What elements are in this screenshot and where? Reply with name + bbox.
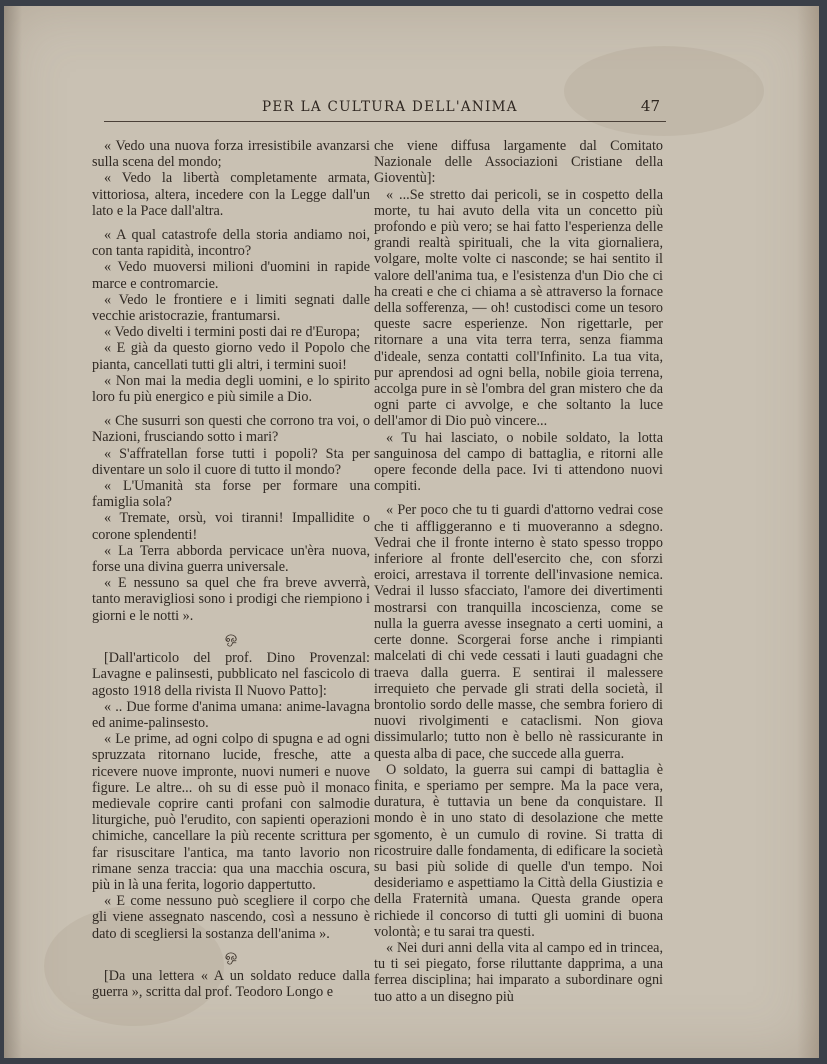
section-ornament: ஒ [224, 629, 238, 646]
running-header [104, 97, 666, 122]
paragraph: « Per poco che tu ti guardi d'attorno vedrai cose che ti affliggeranno e ti muoveranno a sdegno. Vedrai che il fronte interno è stato spesso troppo inferiore al fronte dell'esercito che, con sforzi eroici, arrestava il torrente dell'invasione nemica. Vedrai il lusso sfacciato, l'amore dei divertimenti mostrarsi con tranquilla incoscienza, come se nulla la guerra avesse insegnato a certi uomini, a certe donne. Scorgerai forse anche i rimpianti malcelati di chi vede cessati i lauti guadagni che traeva dalla guerra. E sentirai il malessere irrequieto che pervade gli strati della società, il brontolio sordo delle masse, che sembra foriero di nuovi rivolgimenti e cataclismi. Non giova dissimularlo; tutto non è bello nè rassicurante in questa alba di pace, che succede alla guerra. [374, 502, 663, 762]
paragraph: « Tremate, orsù, voi tiranni! Impallidite o corone splendenti! [92, 510, 370, 543]
section-ornament: ஒ [224, 947, 238, 964]
paragraph: « Vedo la libertà completamente armata, vittoriosa, altera, incedere con la Legge dall'un lato e la Pace dall'altra. [92, 170, 370, 219]
book-page [4, 6, 819, 1058]
paragraph: « L'Umanità sta forse per formare una famiglia sola? [92, 478, 370, 511]
right-column [374, 138, 663, 1005]
paragraph: « E già da questo giorno vedo il Popolo che pianta, cancellati tutti gli altri, i termini suoi! [92, 340, 370, 373]
paragraph: « .. Due forme d'anima umana: anime-lavagna ed anime-palinsesto. [92, 698, 370, 731]
paragraph: O soldato, la guerra sui campi di battaglia è finita, e speriamo per sempre. Ma la pace vera, duratura, è tuttavia un bene da conquistare. Il mondo è in uno stato di desolazione che mette sgomento, è un cumulo di rovine. Si tratta di ricostruire dalle fondamenta, di edificare la società su basi più solide di quelle d'un tempo. Noi desideriamo e aspettiamo la Città della Giustizia e della Fraternità umana. Questa grande opera richiede il concorso di tutti gli uomini di buona volontà; e tu sarai tra questi. [374, 761, 663, 940]
paragraph: « A qual catastrofe della storia andiamo noi, con tanta rapidità, incontro? [92, 227, 370, 260]
paragraph: « E nessuno sa quel che fra breve avverrà, tanto meravigliosi sono i prodigi che riempiono i giorni e le notti ». [92, 575, 370, 624]
paper-stain [564, 46, 764, 136]
paragraph: « Vedo le frontiere e i limiti segnati dalle vecchie aristocrazie, frantumarsi. [92, 291, 370, 325]
header-title: PER LA CULTURA DELL'ANIMA [262, 99, 518, 115]
paragraph: « E come nessuno può scegliere il corpo che gli viene assegnato nascendo, così a nessuno è dato di scegliersi la sostanza dell'anima ». [92, 893, 370, 942]
paragraph: « S'affratellan forse tutti i popoli? Sta per diventare un solo il cuore di tutto il mondo? [92, 445, 370, 478]
left-column [92, 138, 370, 1000]
paragraph: « Vedo muoversi milioni d'uomini in rapide marce e contromarcie. [92, 259, 370, 292]
paragraph: « Vedo divelti i termini posti dai re d'Europa; [104, 324, 361, 341]
paragraph: [Dall'articolo del prof. Dino Provenzal: Lavagne e palinsesti, pubblicato nel fascicolo di agosto 1918 della rivista Il Nuovo Patto]: [92, 650, 370, 699]
paragraph: « Nei duri anni della vita al campo ed in trincea, tu ti sei piegato, forse riluttante dapprima, a una ferrea disciplina; hai imparato a subordinare ogni tuo atto a un disegno più [374, 939, 663, 1005]
paragraph: che viene diffusa largamente dal Comitato Nazionale delle Associazioni Cristiane della Gioventù]: [374, 138, 663, 187]
paragraph: « Le prime, ad ogni colpo di spugna e ad ogni spruzzata ritornano lucide, fresche, atte a ricevere nuove impronte, nuovi numeri e nuove figure. Le altre... oh su di esse può il monaco medievale coprire canti profani con salmodie liturgiche, può l'erudito, con sapienti operazioni chimiche, cancellare la più recente scrittura per far risuscitare l'antica, ma tanto lavorio non rimane senza traccia: qua una macchia oscura, più in là una ferita, logorio dappertutto. [92, 731, 370, 893]
paragraph: « La Terra abborda pervicace un'èra nuova, forse una divina guerra universale. [92, 542, 370, 576]
paragraph: « Tu hai lasciato, o nobile soldato, la lotta sanguinosa del campo di battaglia, e ritorni alle opere feconde della pace. Ivi ti attendono nuovi compiti. [374, 429, 663, 495]
paragraph: « ...Se stretto dai pericoli, se in cospetto della morte, tu hai avuto della vita un concetto più profondo e più vero; se hai fatto l'esperienza delle grandi realtà spirituali, che la vita giornaliera, volgare, molte volte ci nasconde; se hai sentito il valore dell'anima tua, e l'esistenza d'un Dio che ci ha creati e che ci chiama a sè attraverso la fornace della sofferenza, — oh! custodisci come un tesoro queste sacre esperienze. Non rigettarle, per ritornare a una vita terra terra, senza fiamma d'ideale, senza contatti coll'Infinito. La tua vita, pur aprendosi ad ogni bella, nobile gioia terrena, accolga pure in sè l'ombra del gran mistero che da ogni parte ci avvolge, e che soltanto la luce dell'amor di Dio può vincere... [374, 186, 663, 430]
paragraph: « Vedo una nuova forza irresistibile avanzarsi sulla scena del mondo; [92, 138, 370, 171]
page-number: 47 [640, 97, 660, 115]
paragraph: « Che susurri son questi che corrono tra voi, o Nazioni, frusciando sotto i mari? [92, 413, 370, 446]
paragraph: « Non mai la media degli uomini, e lo spirito loro fu più energico e più simile a Dio. [92, 372, 370, 406]
paragraph: [Da una lettera « A un soldato reduce dalla guerra », scritta dal prof. Teodoro Longo e [92, 967, 370, 1001]
